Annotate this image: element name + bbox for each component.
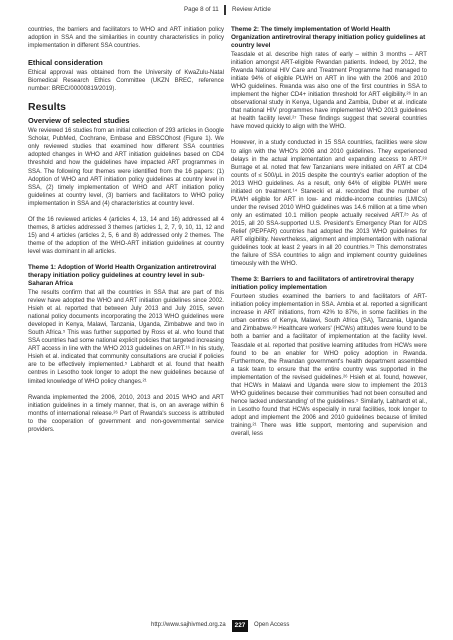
paragraph-overview: We reviewed 16 studies from an initial collection of 293 articles in Google Scholar, PubMed, Cochrane, Embase and EBSCOhost (Figure 1). We only reviewed studies that examined how different SSA countries adopted changes in WHO and ART initiation guidelines based on CD4 threshold and how the guidelines have impacted ART programmes in SSA. The following four themes were identified from the 16 papers: (1) Adoption of WHO and ART initiation policy guidelines at country level in SSA, (2) timely implementation of WHO and ART initiation policy guidelines at country level, (3) barriers and facilitators to WHO policy implementation in SSA and (4) characteristics at country level.: [28, 128, 224, 207]
paragraph-intro: countries, the barriers and facilitators to WHO and ART initiation policy adoption in SSA and the similarities in country characteristics in policy implementation in different SSA countries.: [28, 27, 224, 50]
page-indicator: Page 8 of 11: [184, 6, 219, 13]
page-footer: [0, 620, 453, 634]
heading-theme-2: Theme 2: The timely implementation of World Health Organization antiretroviral therapy initiation policy guidelines at country level: [231, 26, 426, 49]
paragraph-theme-2: Teasdale et al. describe high rates of early – within 3 months – ART initiation amongst ART-eligible Rwandan patients. Indeed, by 2012, the Rwanda National HIV Care and Treatment Programme had managed to initiate 94% of eligible PLWH on ART in line with the 2006 and 2010 WHO guidelines. Rwanda was also one of the first countries in SSA to implement the higher CD4+ initiation threshold for ART eligibility.²⁶ In an observational study in Kenya, Uganda and Zambia, Duber et al. indicate that national HIV programmes have implemented WHO 2013 guidelines at health facility level.²⁷ These findings suggest that several countries have moved quickly to align with the WHO.: [231, 52, 427, 131]
header-divider: [224, 5, 226, 15]
paragraph-articles: Of the 16 reviewed articles 4 (articles 4, 13, 14 and 16) addressed all 4 themes, 8 articles addressed 3 themes (articles 1, 2, 7, 9, 10, 11, 12 and 15) and 4 articles (articles 2, 5, 6 and 8) addressed only 2 themes. The theme of the adoption of the WHO-ART initiation guidelines at country level was dominant in all articles.: [28, 216, 224, 255]
paragraph-however: However, in a study conducted in 15 SSA countries, facilities were slow to align with the WHO's 2006 and 2010 guidelines. They experienced delays in the actual implementation and expanding access to ART.²⁸ Burrage et al. noted that few Tanzanians were initiated on ART at CD4 counts of ≤ 500/µL in 2015 despite the country's earlier adoption of the 2013 WHO guidelines. As a result, only 64% of eligible PLWH were initiated on treatment.¹⁴ Stanecki et al. recorded that the number of PLWH eligible for ART in low- and middle-income countries (LMICs) under the revised 2010 WHO guidelines was 14.6 million at a time when only an estimated 10.1 million people actually received ART.²⁵ As of 2015, all 20 SSA-supported U.S. President's Emergency Plan for AIDS Relief (PEPFAR) countries had adopted the 2013 WHO guidelines for ART eligibility. Nevertheless, alignment and implementation with national guidelines took at least 2 years in all 20 countries.¹⁵ This demonstrates the failure of SSA countries to align and implement country guidelines timeously with the WHO.: [231, 140, 427, 268]
right-column: [231, 26, 427, 446]
paragraph-rwanda: Rwanda implemented the 2006, 2010, 2013 and 2015 WHO and ART initiation guidelines in a timely manner, that is, on an average within 6 months of international release.²⁶ Part of Rwanda's success is attributed to the cooperation of government and non-governmental service providers.: [28, 394, 224, 433]
heading-ethical: Ethical consideration: [28, 58, 103, 68]
heading-results: Results: [28, 101, 66, 114]
heading-overview: Overview of selected studies: [28, 116, 130, 126]
article-type: Review Article: [232, 6, 271, 13]
page-header: [0, 6, 453, 18]
paragraph-theme-1: The results confirm that all the countries in SSA that are part of this review have adopted the WHO and ART initiation guidelines since 2002. Hsieh et al. reported that between July 2013 and July 2015, seven national policy documents incorporating the 2013 WHO guidelines were developed in Kenya, Malawi, Tanzania, Uganda, Zimbabwe and two in South Africa.⁵ This was further supported by Ross et al. who found that SSA countries had some national explicit policies that targeted increasing ART access in line with the WHO 2013 guidelines on ART.¹⁶ In his study, Hsieh et al. indicated that community consultations are crucial if policies are to be effectively implemented.⁵ Labhardt et al. found that health centres in Lesotho took longer to adopt the new guidelines because of limited knowledge of WHO policy changes.²¹: [28, 289, 224, 385]
page-number: 227: [232, 620, 248, 632]
open-access-label: Open Access: [254, 622, 290, 628]
heading-theme-1: Theme 1: Adoption of World Health Organization antiretroviral therapy initiation policy guidelines at country level in sub-Saharan Africa: [28, 263, 217, 287]
paragraph-theme-3: Fourteen studies examined the barriers to and facilitators of ART-initiation policy implementation in SSA. Ambia et al. reported a significant increase in ART initiations, from 42% to 87%, in some facilities in the urban centres of Kenya, Malawi, South Africa (SA), Tanzania, Uganda and Zimbabwe.²³ Healthcare workers' (HCWs) attitudes were found to be both a barrier and a facilitator of implementation at the facility level. Teasdale et al. reported that positive learning attitudes from HCWs were found to be an enabler for WHO policy adoption in Rwanda. Furthermore, the Rwandan government's health department assembled a task team to ensure that the entire country was supported in the implementation of the revised guidelines.²⁶ Hsieh et al. found, however, that HCWs in Malawi and Uganda were slow to implement the 2013 WHO guidelines because their communities 'had not been consulted and hence lacked understanding' of the guidelines.⁵ Similarly, Labhardt et al., in Lesotho found that HCWs especially in rural facilities, took longer to adopt and implement the 2006 and 2010 guidelines because of limited training.²¹ There was little support, mentoring and supervision and overall, less: [231, 294, 427, 438]
left-column: [28, 26, 224, 442]
heading-theme-3: Theme 3: Barriers to and facilitators of antiretroviral therapy initiation policy implementation: [231, 276, 414, 292]
journal-url[interactable]: http://www.sajhivmed.org.za: [151, 622, 226, 628]
paragraph-ethical: Ethical approval was obtained from the University of KwaZulu-Natal Biomedical Research Ethics Committee (UKZN BREC, reference number: BREC/00000819/2019).: [28, 70, 224, 93]
